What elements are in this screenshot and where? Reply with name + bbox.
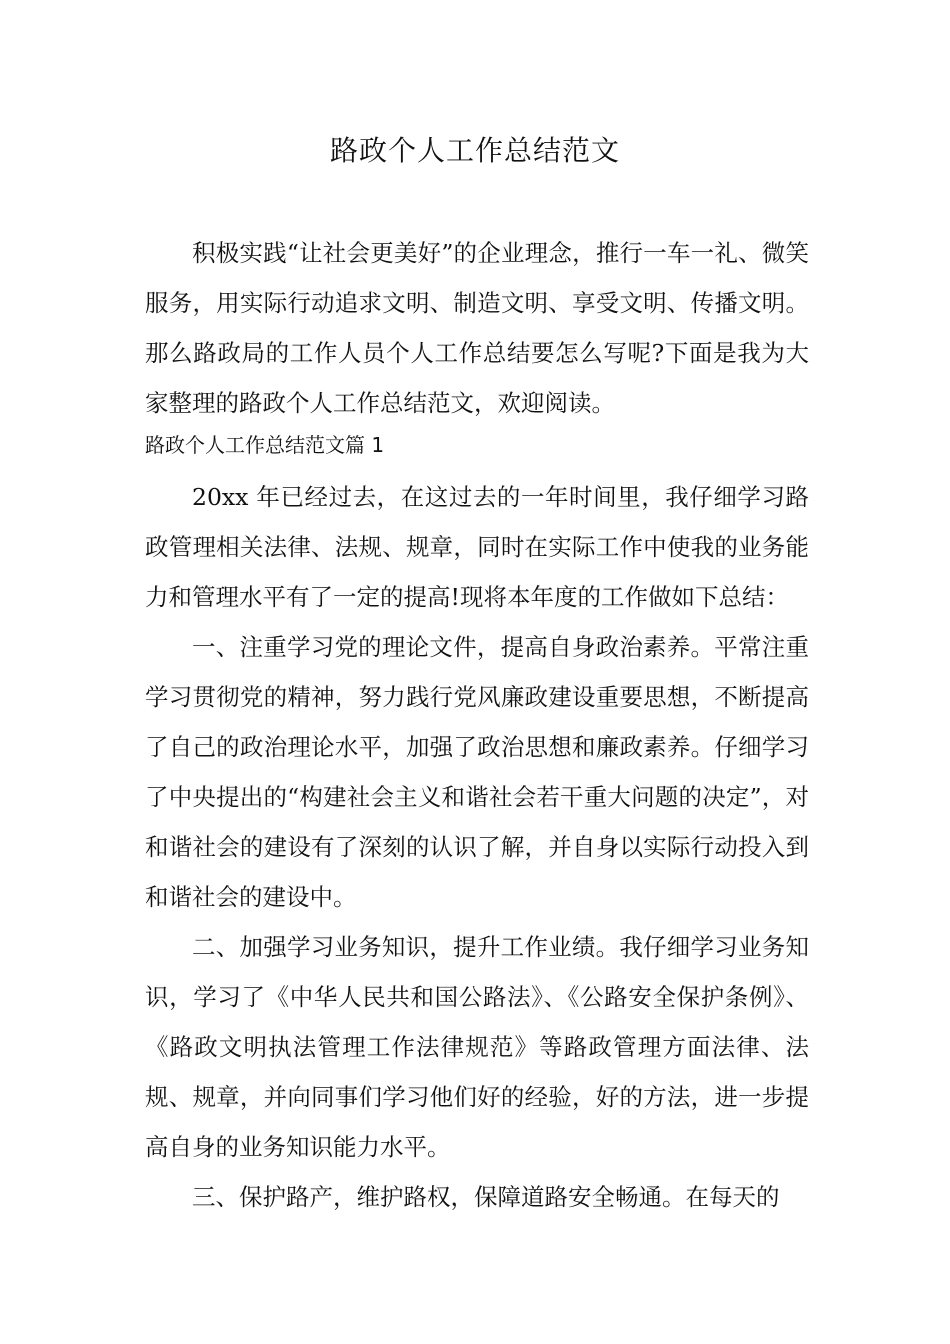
body-paragraph-2: 一、注重学习党的理论文件，提高自身政治素养。平常注重学习贯彻党的精神，努力践行党风廉政建设重要思想，不断提高了自己的政治理论水平，加强了政治思想和廉政素养。仔细学习了中央提出的“构建社会主义和谐社会若干重大问题的决定”，对和谐社会的建设有了深刻的认识了解，并自身以实际行动投入到和谐社会的建设中。 <box>145 633 809 911</box>
body-paragraph-3: 二、加强学习业务知识，提升工作业绩。我仔细学习业务知识，学习了《中华人民共和国公路法》、《公路安全保护条例》、《路政文明执法管理工作法律规范》等路政管理方面法律、法规、规章，并向同事们学习他们好的经验，好的方法，进一步提高自身的业务知识能力水平。 <box>145 933 809 1161</box>
document-title: 路政个人工作总结范文 <box>329 134 620 167</box>
document-body <box>145 228 809 1222</box>
body-paragraph-1: 20xx 年已经过去，在这过去的一年时间里，我仔细学习路政管理相关法律、法规、规章，同时在实际工作中使我的业务能力和管理水平有了一定的提高!现将本年度的工作做如下总结： <box>145 483 809 611</box>
spacer <box>145 464 809 472</box>
section-heading: 路政个人工作总结范文篇 1 <box>145 433 385 457</box>
intro-paragraph: 积极实践“让社会更美好”的企业理念，推行一车一礼、微笑服务，用实际行动追求文明、制造文明、享受文明、传播文明。那么路政局的工作人员个人工作总结要怎么写呢?下面是我为大家整理的路政个人工作总结范文，欢迎阅读。 <box>145 239 809 417</box>
body-paragraph-4: 三、保护路产，维护路权，保障道路安全畅通。在每天的 <box>192 1183 780 1211</box>
